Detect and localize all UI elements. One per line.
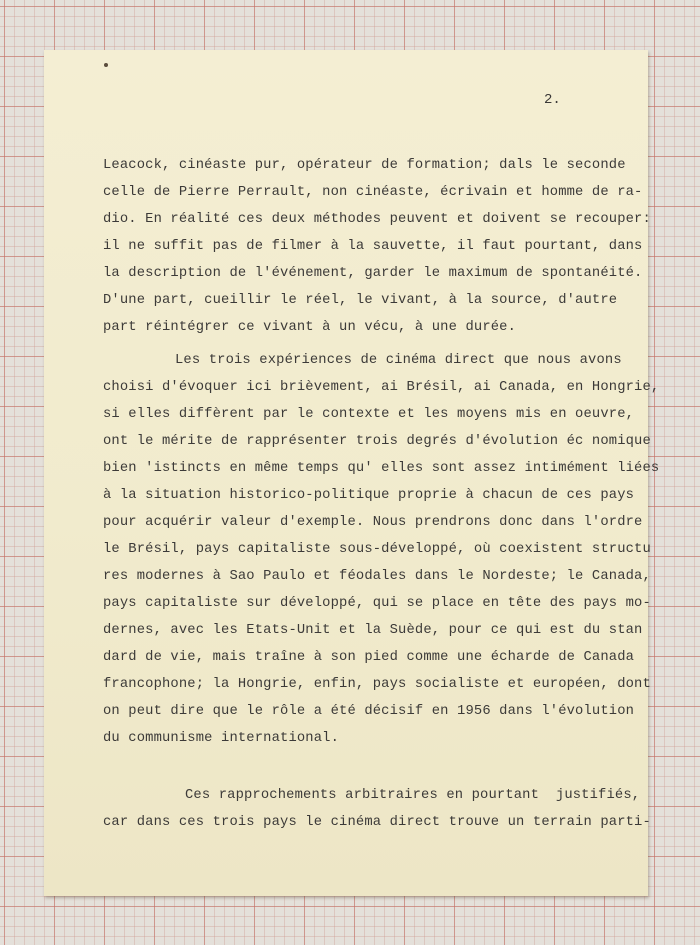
typewritten-page [44,50,660,896]
text-line: res modernes à Sao Paulo et féodales dans le Nordeste; le Canada, [103,569,651,584]
text-line: dio. En réalité ces deux méthodes peuvent et doivent se recouper: [103,212,651,227]
text-line: la description de l'événement, garder le maximum de spontanéité. [103,266,643,281]
text-line: le Brésil, pays capitaliste sous-développé, où coexistent structu [103,542,651,557]
text-line: car dans ces trois pays le cinéma direct trouve un terrain parti- [103,815,651,830]
body-text [103,50,660,896]
text-line: à la situation historico-politique proprie à chacun de ces pays [103,488,635,503]
text-line: si elles diffèrent par le contexte et les moyens mis en oeuvre, [103,407,635,422]
text-line: pour acquérir valeur d'exemple. Nous prendrons donc dans l'ordre [103,515,643,530]
text-line: Ces rapprochements arbitraires en pourtant justifiés, [185,788,641,803]
text-line: francophone; la Hongrie, enfin, pays socialiste et européen, dont [103,677,651,692]
text-line: choisi d'évoquer ici brièvement, ai Brésil, ai Canada, en Hongrie, [103,380,660,395]
text-line: Les trois expériences de cinéma direct que nous avons [175,353,622,368]
text-line: dard de vie, mais traîne à son pied comme une écharde de Canada [103,650,635,665]
text-line: part réintégrer ce vivant à un vécu, à une durée. [103,320,517,335]
text-line: D'une part, cueillir le réel, le vivant, à la source, d'autre [103,293,618,308]
text-line: bien 'istincts en même temps qu' elles sont assez intimément liées [103,461,660,476]
text-line: pays capitaliste sur développé, qui se place en tête des pays mo- [103,596,651,611]
text-line: celle de Pierre Perrault, non cinéaste, écrivain et homme de ra- [103,185,643,200]
text-line: dernes, avec les Etats-Unit et la Suède, pour ce qui est du stan [103,623,643,638]
text-line: ont le mérite de rapprésenter trois degrés d'évolution éc nomique [103,434,651,449]
text-line: Leacock, cinéaste pur, opérateur de formation; dals le seconde [103,158,626,173]
page-number: 2. [544,92,561,108]
text-line: du communisme international. [103,731,340,746]
text-line: on peut dire que le rôle a été décisif en 1956 dans l'évolution [103,704,635,719]
text-line: il ne suffit pas de filmer à la sauvette, il faut pourtant, dans [103,239,643,254]
